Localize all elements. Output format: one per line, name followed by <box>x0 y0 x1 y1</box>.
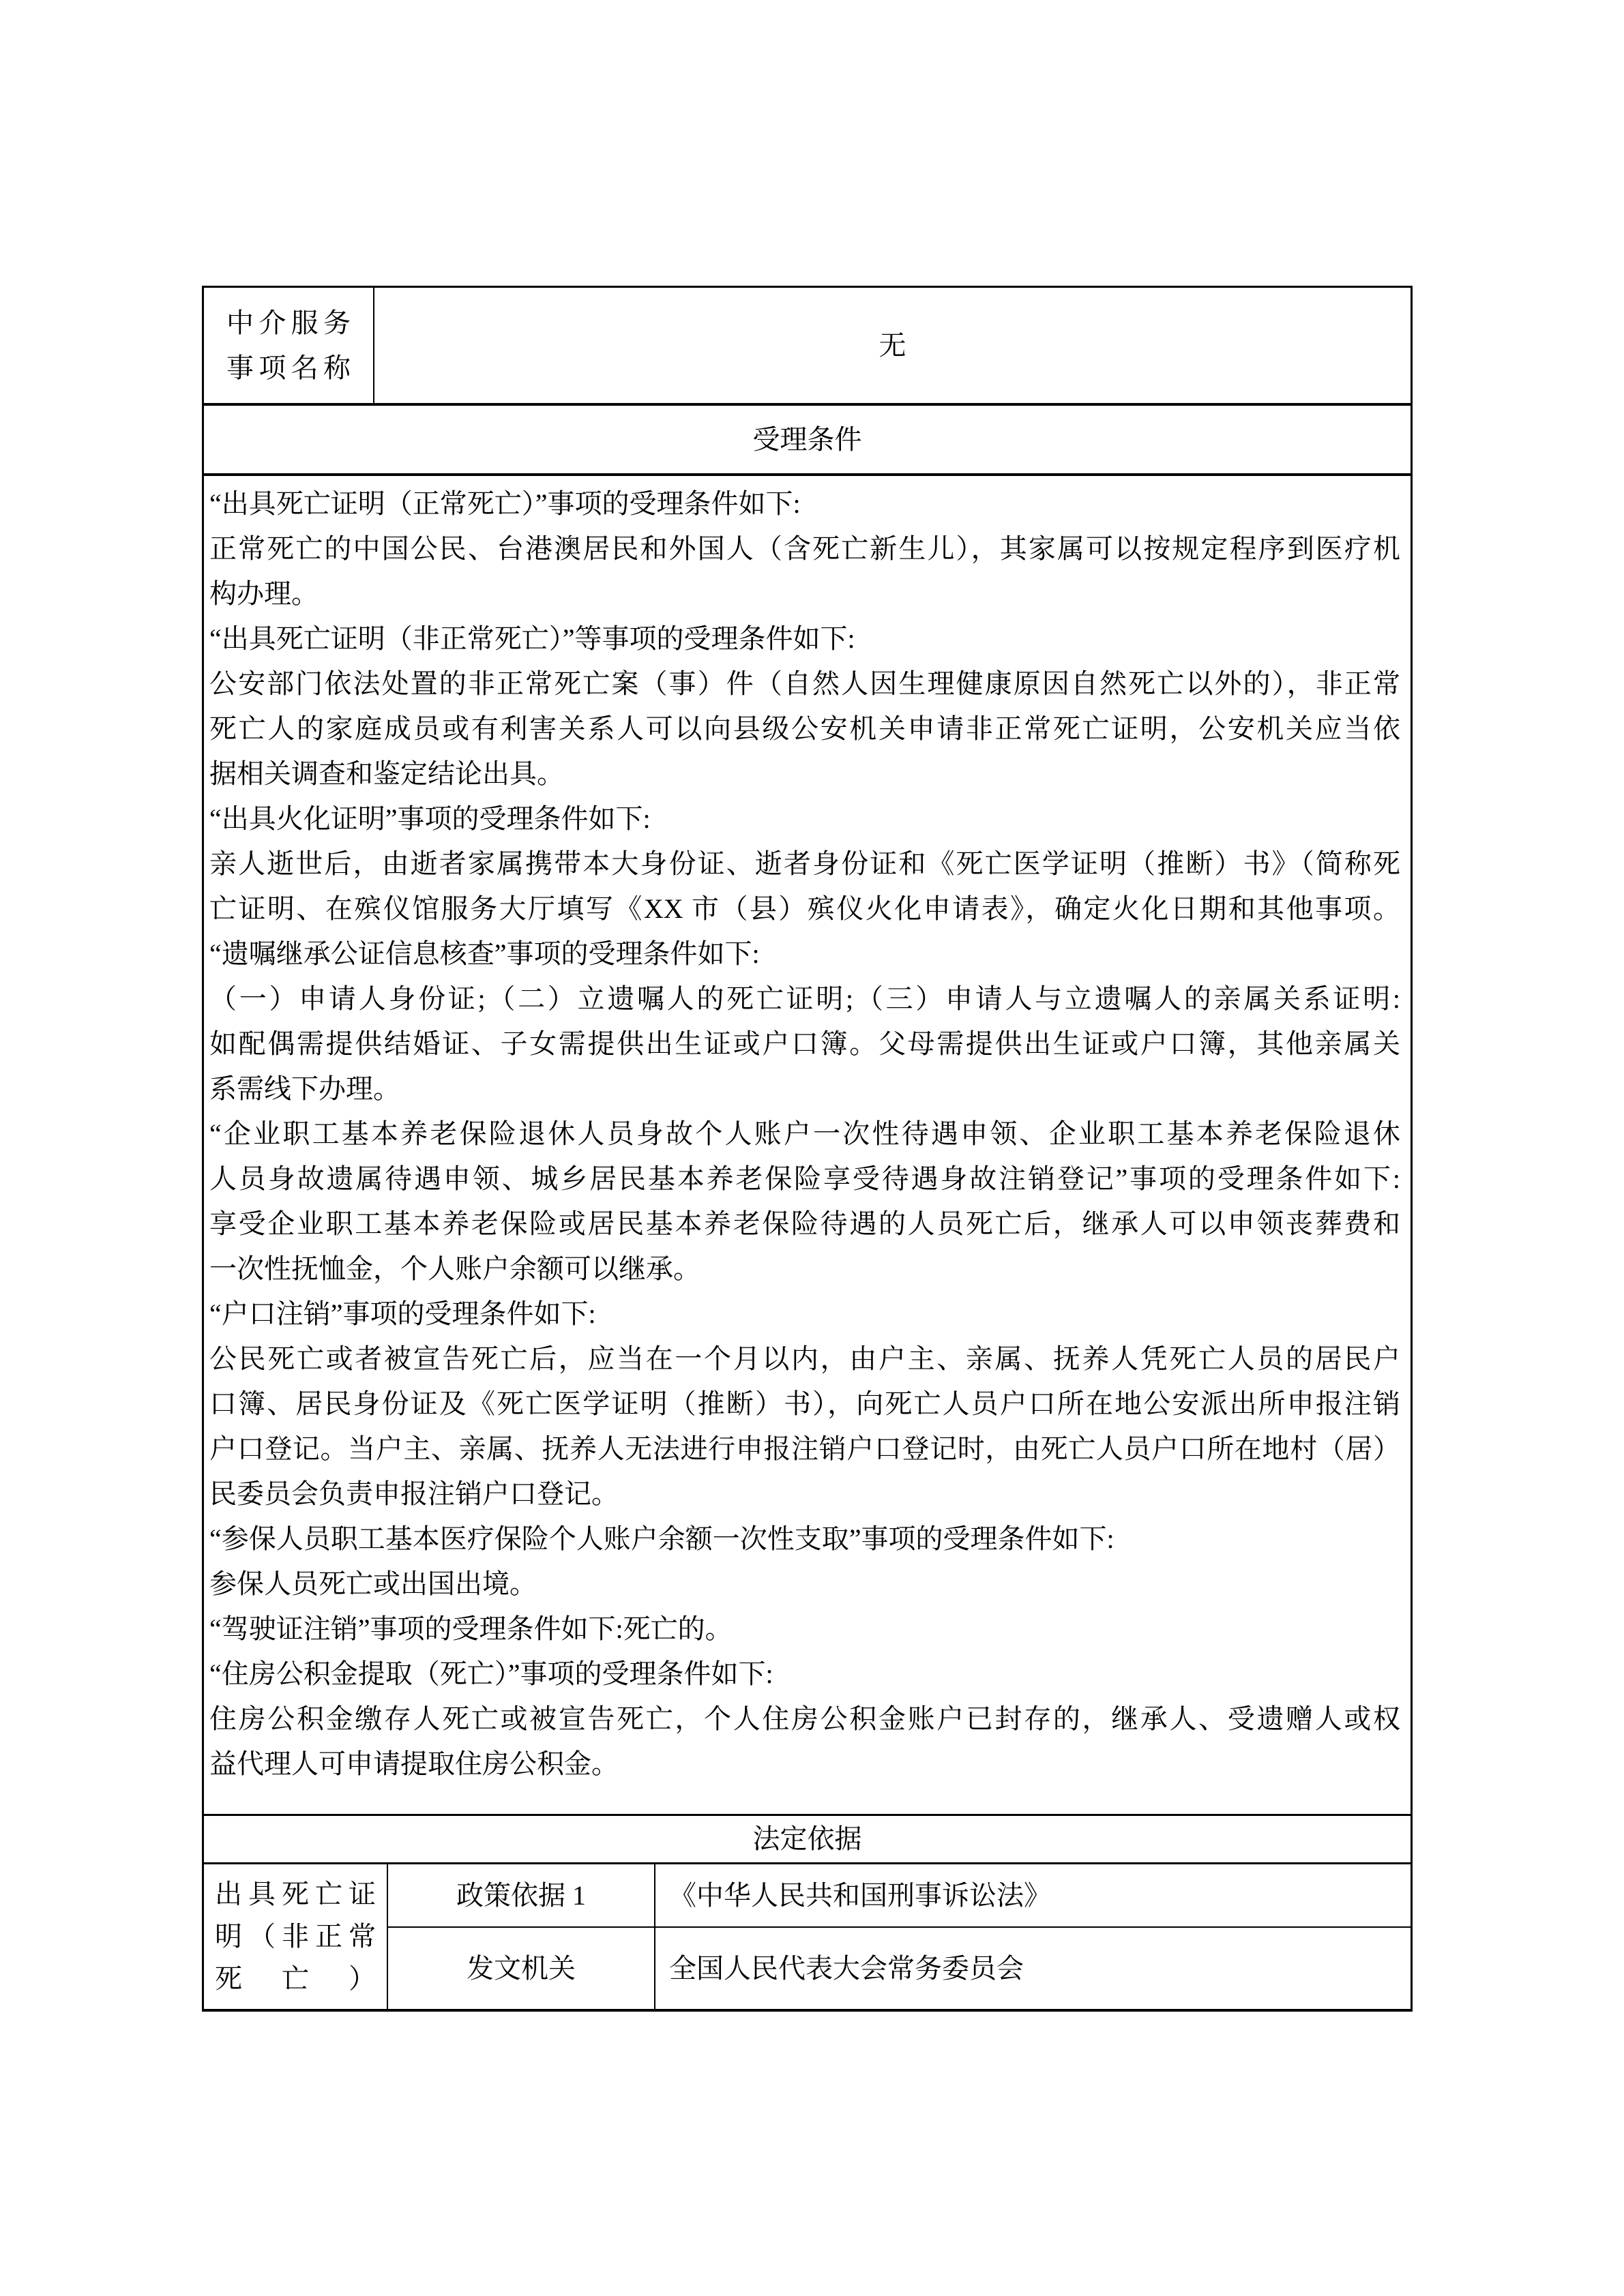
agency-service-label-cell <box>204 288 373 403</box>
agency-service-label: 中介服务事项名称 <box>226 307 351 383</box>
acceptance-line: 亡证明、在殡仪馆服务大厅填写《XX 市（县）殡仪火化申请表》，确定火化日期和其他事项。 <box>209 893 1400 924</box>
policy-basis-value: 《中华人民共和国刑事诉讼法》 <box>669 1879 1051 1911</box>
policy-basis-value-cell <box>655 1864 1411 1926</box>
agency-service-value: 无 <box>879 329 906 361</box>
issuing-authority-label: 发文机关 <box>467 1952 576 1984</box>
acceptance-line: 死亡人的家庭成员或有利害关系人可以向县级公安机关申请非正常死亡证明，公安机关应当依 <box>209 713 1400 744</box>
acceptance-line: 公民死亡或者被宣告死亡后，应当在一个月以内，由户主、亲属、抚养人凭死亡人员的居民户 <box>209 1343 1400 1374</box>
acceptance-line: 公安部门依法处置的非正常死亡案（事）件（自然人因生理健康原因自然死亡以外的），非正常 <box>209 668 1400 699</box>
acceptance-line: “住房公积金提取（死亡）”事项的受理条件如下: <box>209 1658 773 1689</box>
acceptance-line: “遗嘱继承公证信息核查”事项的受理条件如下: <box>209 938 760 969</box>
acceptance-line: 口簿、居民身份证及《死亡医学证明（推断）书），向死亡人员户口所在地公安派出所申报注销 <box>209 1388 1400 1419</box>
acceptance-header-cell <box>204 406 1411 473</box>
acceptance-line: （一）申请人身份证;（二）立遗嘱人的死亡证明;（三）申请人与立遗嘱人的亲属关系证明: <box>209 983 1400 1014</box>
acceptance-line: 参保人员死亡或出国出境。 <box>209 1568 537 1599</box>
issuing-authority-label-cell <box>388 1928 654 2009</box>
acceptance-line: 正常死亡的中国公民、台港澳居民和外国人（含死亡新生儿），其家属可以按规定程序到医疗机 <box>209 533 1400 564</box>
acceptance-line: “户口注销”事项的受理条件如下: <box>209 1298 596 1329</box>
acceptance-line: “出具死亡证明（正常死亡）”事项的受理条件如下: <box>209 488 801 519</box>
acceptance-line: 亲人逝世后，由逝者家属携带本大身份证、逝者身份证和《死亡医学证明（推断）书》（简称死 <box>209 848 1400 879</box>
policy-basis-label-cell <box>388 1864 654 1926</box>
policy-basis-label: 政策依据 1 <box>456 1879 586 1911</box>
issuing-authority-value: 全国人民代表大会常务委员会 <box>669 1952 1024 1984</box>
acceptance-line: 人员身故遗属待遇申领、城乡居民基本养老保险享受待遇身故注销登记”事项的受理条件如下: <box>209 1163 1400 1194</box>
agency-service-value-cell <box>374 288 1411 403</box>
acceptance-line: “出具死亡证明（非正常死亡）”等事项的受理条件如下: <box>209 623 855 654</box>
acceptance-line: “驾驶证注销”事项的受理条件如下:死亡的。 <box>209 1613 733 1644</box>
acceptance-line: 住房公积金缴存人死亡或被宣告死亡，个人住房公积金账户已封存的，继承人、受遗赠人或权 <box>209 1703 1400 1734</box>
acceptance-line: 民委员会负责申报注销户口登记。 <box>209 1478 619 1509</box>
acceptance-line: 益代理人可申请提取住房公积金。 <box>209 1748 619 1779</box>
issuing-authority-value-cell <box>655 1928 1411 2009</box>
legal-basis-item-name: 出具死亡证明（非正常死亡） <box>215 1879 376 1994</box>
acceptance-line: 如配偶需提供结婚证、子女需提供出生证或户口簿。父母需提供出生证或户口簿，其他亲属关 <box>209 1028 1400 1059</box>
acceptance-line: “参保人员职工基本医疗保险个人账户余额一次性支取”事项的受理条件如下: <box>209 1523 1114 1554</box>
legal-basis-header: 法定依据 <box>752 1823 862 1854</box>
acceptance-line: 据相关调查和鉴定结论出具。 <box>209 758 564 789</box>
acceptance-line: 户口登记。当户主、亲属、抚养人无法进行申报注销户口登记时，由死亡人员户口所在地村（居） <box>209 1433 1400 1464</box>
acceptance-line: 构办理。 <box>209 578 319 609</box>
legal-basis-header-cell <box>204 1816 1411 1862</box>
acceptance-line: 享受企业职工基本养老保险或居民基本养老保险待遇的人员死亡后，继承人可以申领丧葬费和 <box>209 1208 1400 1239</box>
table-border-right <box>1411 286 1413 2012</box>
acceptance-line: “出具火化证明”事项的受理条件如下: <box>209 803 651 834</box>
acceptance-header: 受理条件 <box>752 423 862 455</box>
acceptance-conditions-cell <box>204 476 1411 1814</box>
acceptance-line: 一次性抚恤金，个人账户余额可以继承。 <box>209 1253 700 1284</box>
acceptance-line: “企业职工基本养老保险退休人员身故个人账户一次性待遇申领、企业职工基本养老保险退休 <box>209 1118 1400 1149</box>
acceptance-line: 系需线下办理。 <box>209 1073 400 1104</box>
legal-basis-item-cell <box>204 1864 387 2009</box>
table-border-bottom <box>202 2009 1413 2012</box>
